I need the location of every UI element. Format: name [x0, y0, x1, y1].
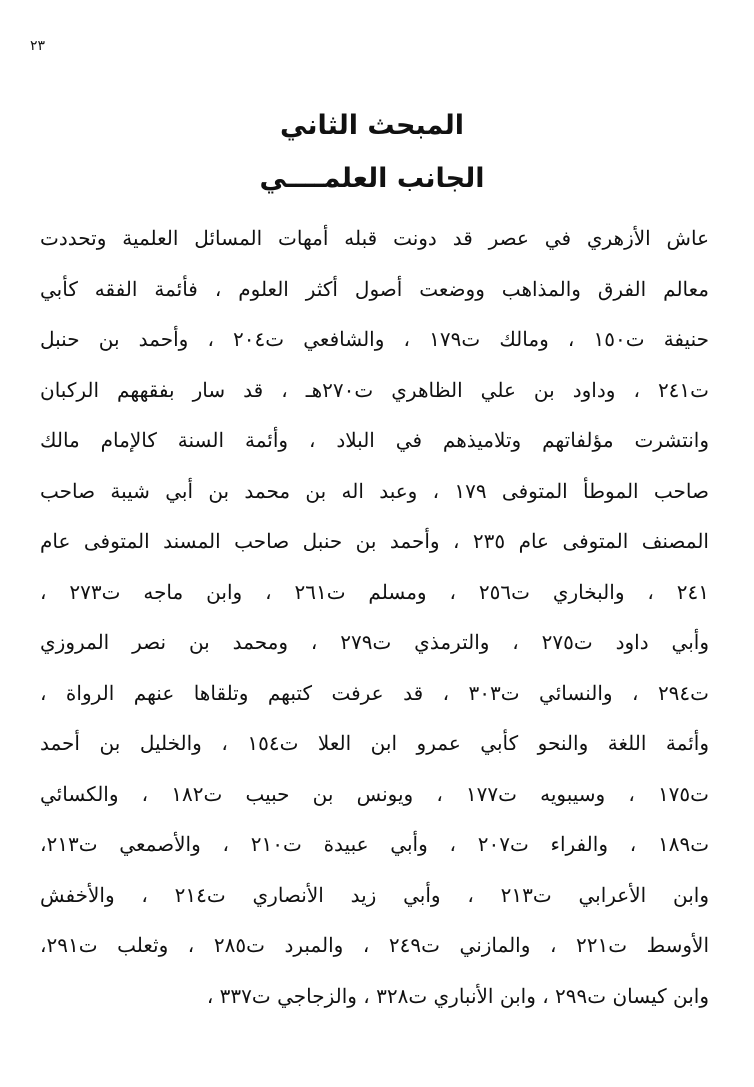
text-line: عاش الأزهري في عصر قد دونت قبله أمهات المسائل العلمية وتحددت [40, 226, 709, 250]
text-line: وأبي داود ت٢٧٥ ، والترمذي ت٢٧٩ ، ومحمد بن نصر المروزي [40, 630, 709, 654]
section-heading: المبحث الثاني [280, 110, 464, 141]
page-number: ٢٣ [30, 38, 46, 54]
text-line: وأئمة اللغة والنحو كأبي عمرو ابن العلا ت١٥٤ ، والخليل بن أحمد [40, 731, 709, 755]
text-line: المصنف المتوفى عام ٢٣٥ ، وأحمد بن حنبل صاحب المسند المتوفى عام [40, 529, 709, 553]
text-line: ت٢٩٤ ، والنسائي ت٣٠٣ ، قد عرفت كتبهم وتلقاها عنهم الرواة ، [40, 680, 709, 705]
text-line: الأوسط ت٢٢١ ، والمازني ت٢٤٩ ، والمبرد ت٢٨٥ ، وثعلب ت٢٩١، [40, 933, 709, 957]
body-paragraph [40, 213, 709, 1021]
text-line: وابن كيسان ت٢٩٩ ، وابن الأنباري ت٣٢٨ ، والزجاجي ت٣٣٧ ، [206, 983, 709, 1008]
text-line: معالم الفرق والمذاهب ووضعت أصول أكثر العلوم ، فأئمة الفقه كأبي [40, 276, 709, 301]
section-subheading: الجانب العلمــــي [259, 163, 485, 194]
text-line: وابن الأعرابي ت٢١٣ ، وأبي زيد الأنصاري ت٢١٤ ، والأخفش [40, 882, 709, 907]
text-line: ت١٧٥ ، وسيبويه ت١٧٧ ، ويونس بن حبيب ت١٨٢ ، والكسائي [40, 781, 709, 806]
text-line: ت١٨٩ ، والفراء ت٢٠٧ ، وأبي عبيدة ت٢١٠ ، والأصمعي ت٢١٣، [40, 832, 709, 856]
text-line: ت٢٤١ ، وداود بن علي الظاهري ت٢٧٠هـ ، قد سار بفقههم الركبان [40, 377, 709, 402]
text-line: وانتشرت مؤلفاتهم وتلاميذهم في البلاد ، وأئمة السنة كالإمام مالك [40, 428, 709, 452]
text-line: صاحب الموطأ المتوفى ١٧٩ ، وعبد اله بن محمد بن أبي شيبة صاحب [40, 478, 709, 503]
text-line: ٢٤١ ، والبخاري ت٢٥٦ ، ومسلم ت٢٦١ ، وابن ماجه ت٢٧٣ ، [40, 579, 709, 604]
text-line: حنيفة ت١٥٠ ، ومالك ت١٧٩ ، والشافعي ت٢٠٤ ، وأحمد بن حنبل [40, 327, 709, 351]
